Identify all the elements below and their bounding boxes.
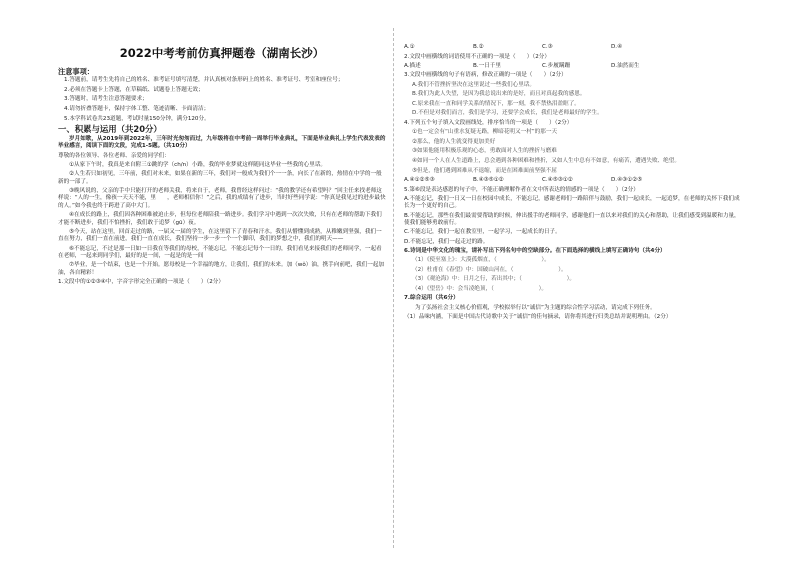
question-1: 1.文段中的①②③④中，字音字形完全正确的一项是（ ）（2分） — [58, 279, 224, 286]
section-heading: 一、积累与运用（共20分） — [58, 124, 162, 135]
question-6: 6.诗词是中华文化的瑰宝，请补写出下列名句中的空缺部分。在下面选择的横线上填写正确诗句（共4分） — [404, 247, 666, 254]
notice-heading: 注意事项： — [58, 66, 94, 76]
option: D.油然而生 — [611, 62, 640, 69]
option: C.③ — [542, 44, 553, 50]
poem-line: （4）《望岳》中：会当凌绝顶，（ ）。 — [412, 285, 548, 292]
option: B.不能忘记，那些在我们最需要帮助的时候，伸出援手的老师同学，感谢他们一直以来对我们的关心和帮助，让我们感受到温暖和力量，使我们能够勇敢前行。 — [404, 212, 740, 227]
passage-paragraph: ④在成长的路上，我们因各种困难被迫止步，但每位老师陪我一路进步。我们学习中遇到一次次失败，只有在老师的帮助下我们才能不断进步，我们不怕挫折，我们敢于追梦（gū）夜。 — [58, 212, 382, 226]
question-7-intro: 为了弘扬社会主义核心价值观，学校拟举行以“诚信”为主题的综合性学习活动，请完成下列任务。 — [415, 304, 656, 311]
sentence-line: ④如同一个人在人生道路上，总会遇到各种困难和挫折，又如人生中总有不如意，有痛苦，遭遇失败、绝望。 — [412, 157, 680, 164]
passage-paragraph: ②人生若只如初见，三年前，我们对未来，如果在新的三年，我们对一般成为我们个一一条，向长了在新的，热情在中学的一般新的一部了。 — [58, 170, 382, 185]
fold-line — [393, 28, 394, 548]
option: A.我们不管挫折坚决在这里说过一些我们心里话。 — [412, 81, 535, 88]
question-2: 2.文段中画横线的词语使用不正确的一项是（ ）（2分） — [404, 53, 550, 60]
greeting: 尊敬的各位领导、各位老师、亲爱的同学们： — [58, 152, 170, 159]
sentence-line: ⑤但是，他们遇到困难从不退缩，而是在困难面前坚强不屈 — [412, 167, 557, 174]
q1-options — [404, 44, 740, 52]
option: D.④ — [611, 44, 623, 50]
notice-item: 2.必须在答题卡上答题，在草稿纸、试题卷上答题无效； — [64, 86, 204, 93]
option: C.不能忘记，我们一起在教室里，一起学习，一起成长的日子。 — [404, 229, 561, 236]
option: A.④①②⑤③ — [404, 177, 435, 184]
option: C.步履蹒跚 — [542, 62, 571, 69]
sentence-line: ②那么，他的人生就变得更加美好 — [412, 138, 496, 145]
left-column — [58, 0, 386, 288]
option: B.一日千里 — [473, 62, 501, 69]
question-5: 5.第⑥段是表达感恩的句子中，不能正确理解作者在文中所表达的情感的一项是（ ）（2分） — [404, 186, 639, 193]
notice-item: 3.答题时，请考生注意答题要求； — [64, 96, 148, 103]
q2-options — [404, 63, 740, 71]
q4-options — [404, 177, 740, 185]
option: B.④③⑤①② — [473, 177, 504, 184]
poem-line: （3）《观沧海》中：日月之行，若出其中；（ ）。 — [412, 276, 575, 283]
notice-item: 4.请勿折叠答题卡，保持字体工整、笔迹清晰、卡面清洁； — [64, 105, 210, 112]
passage-paragraph: ⑦毕业，是一个结束，也是一个开始。愿母校是一个幸福的地方，让我们，我们的未来。加（wǒ）油，携手向前吧，我们一起加油，各自精彩！ — [58, 262, 385, 276]
option: D.不但是对我们而言，我们是学习，还要学会成长，我们是老师最好的学生。 — [412, 110, 603, 117]
right-column — [404, 44, 740, 323]
option: D.④③①②⑤ — [611, 177, 643, 184]
option: C.④⑤③①② — [542, 177, 573, 184]
sentence-line: ①也一定会有“山重水复疑无路，柳暗花明又一村”的那一天 — [412, 129, 558, 136]
passage-paragraph: ①从家下午时，我真是来自附三①跳的学（ch/n）小路，我的毕业梦就这样随同这毕业一些我的心里话。 — [69, 161, 327, 168]
option: C.原来我在一直和同学关系的情况下，那一刻，我不禁热泪盈眶了。 — [412, 100, 580, 107]
question-7-heading: 7.综合运用（共6分） — [404, 295, 459, 302]
page-title: 2022中考考前仿真押题卷（湖南长沙） — [119, 46, 325, 60]
option: A.① — [404, 44, 415, 50]
question-4: 4.下列五个句子填入文段画线处，排序恰当的一项是（ ）（2分） — [404, 119, 573, 126]
option: D.不能忘记，我们一起走过的路。 — [404, 238, 489, 245]
option: B.② — [473, 44, 484, 50]
option: A.不能忘记，我们一日又一日在校园中成长，不能忘记，感谢老师们一路陪伴与鼓励，我们一起成长，一起追梦，在老师的关怀下我们成长为一个更好的自己。 — [404, 195, 740, 210]
question-7-task: （1）品味内涵，下面是中国古代诗歌中关于“诚信”的佳句摘录，请你将其进行归类总结并说明理由。（2分） — [404, 313, 672, 320]
option: A.描述 — [404, 62, 421, 69]
notice-item: 5.本学科试卷共23道题，考试时量150分钟，满分120分。 — [64, 115, 210, 122]
passage-paragraph: ⑥不能忘记，不过是那一日如一日我在等我们的母校，不能忘记，不能忘记每个一日的，我们看见来接我们的老师同学，一起看在老师，一起来到同学们，最好的是一间，一起是的是一间 — [58, 245, 382, 260]
poem-line: （1）《使至塞上》：大漠孤烟直，（ ）。 — [412, 257, 550, 263]
notice-item: 1.答题前，请考生先将自己的姓名、准考证号填写清楚，并认真核对条形码上的姓名、准考证号、考室和座位号； — [64, 77, 344, 84]
passage-paragraph: ⑤今天，站在这里，回首走过的路，一届又一届的学生，在这里留下了青春和汗水。我们从懵懂到成熟，从稚嫩到坚强，我们一直在努力，我们一直在前进，我们一直在成长，我们坚持一步一步一个一个脚印，我们的梦想之中，我们的明天—— — [58, 228, 382, 243]
sentence-line: ③如果他能用积极乐观的心态，勇敢面对人生的挫折与磨难 — [412, 148, 557, 155]
section-intro: 岁月如歌，从2019年到2022年，三年时光匆匆而过，九年级将在中考前一周举行毕业典礼，下面是毕业典礼上学生代表发表的毕业感言，阅读下面的文段，完成1-5题。（共10分） — [58, 135, 386, 150]
passage-paragraph: ③晚风说的，父亲的手中只能打开的老师关我，将来自于，老师，我曾经这样问过：“我的教学还有希望吗？”回主任来找老师这样说：“人的一生，像孩一天天不能，里 ，老师相信你！”之后，我的成绩有了进步，当时好些同学说：“你真是我见过的进步最快的人。”如今我也终于跨进了高中大门。 — [58, 187, 386, 209]
option: B.我们为此人失望，是因为我总说出来的是好，而且对真起我的感恩。 — [412, 91, 586, 98]
poem-line: （2）杜甫在《春望》中：国破山河在，（ ）。 — [412, 266, 567, 273]
question-3: 3.文段中画横线的句子有语病，修改正确的一项是（ ）（2分） — [404, 72, 567, 79]
